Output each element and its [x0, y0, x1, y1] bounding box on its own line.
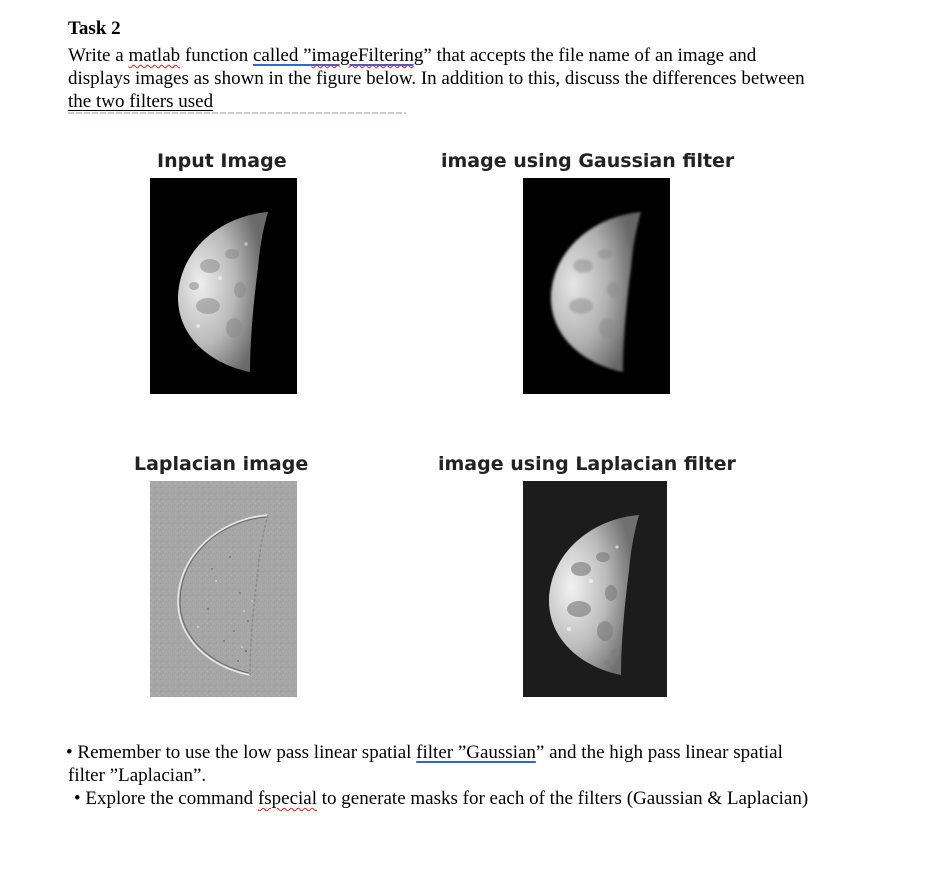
text-run: Explore the command [80, 788, 258, 809]
text-run: Remember to use the low pass linear spatial [72, 742, 417, 763]
gaussian-moon-image [523, 178, 670, 394]
task-title: Task 2 [68, 18, 121, 39]
laplacian-filtered-moon-image [523, 481, 667, 697]
task-description-line-2: displays images as shown in the figure below. In addition to this, discuss the differences between [68, 68, 805, 89]
task-description-line-1 [68, 44, 756, 67]
text-run: function [180, 45, 253, 66]
caption-gaussian-image: image using Gaussian filter [441, 150, 735, 172]
text-run: ” and the high pass linear spatial [535, 742, 783, 763]
bullet-marker: • [66, 742, 73, 763]
text-run: ” that accepts the file name of an image and [423, 45, 757, 66]
underlined-phrase [253, 45, 423, 66]
bullet-1-line-2: filter ”Laplacian”. [68, 765, 207, 786]
spellcheck-word-fspecial: fspecial [257, 788, 318, 809]
ghost-text-artifact [68, 110, 406, 116]
bullet-1-line-1 [66, 741, 783, 764]
spellcheck-word-matlab: matlab [128, 45, 181, 66]
text-run: Write a [68, 45, 129, 66]
underlined-phrase-gaussian: filter ”Gaussian [416, 742, 536, 763]
input-moon-image [150, 178, 297, 394]
spellcheck-word-function-name: imageFiltering [311, 45, 424, 66]
caption-laplacian-image: Laplacian image [134, 453, 309, 475]
bullet-2 [74, 787, 808, 810]
caption-input-image: Input Image [157, 150, 287, 172]
caption-laplacian-filter-image: image using Laplacian filter [438, 453, 736, 475]
text-run: to generate masks for each of the filters (Gaussian & Laplacian) [317, 788, 809, 809]
laplacian-edge-image [150, 481, 297, 697]
bullet-marker: • [74, 788, 81, 809]
task-description-line-3: the two filters used [68, 91, 214, 112]
text-run: called ” [252, 45, 312, 66]
